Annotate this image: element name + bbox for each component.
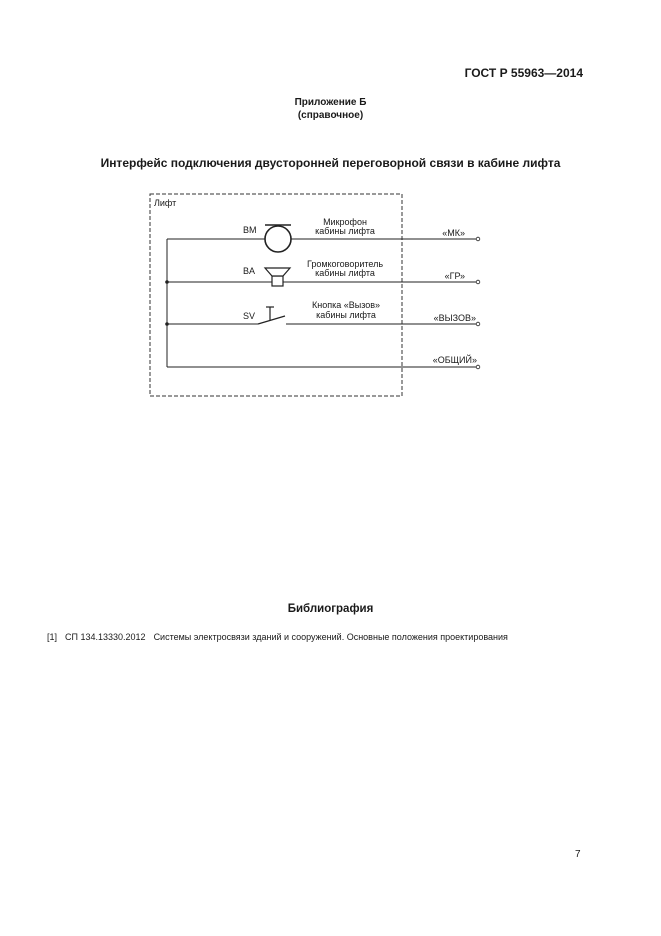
sv-name-line2: кабины лифта bbox=[316, 310, 376, 320]
entry-title: Системы электросвязи зданий и сооружений. Основные положения проектирования bbox=[153, 632, 508, 642]
figure-title: Интерфейс подключения двусторонней переговорной связи в кабине лифта bbox=[100, 156, 561, 170]
entry-number: [1] bbox=[47, 632, 58, 642]
bm-name-line2: кабины лифта bbox=[315, 226, 375, 236]
bibliography-heading: Библиография bbox=[287, 603, 374, 615]
sv-name-line1: Кнопка «Вызов» bbox=[311, 300, 381, 310]
ba-name-line1: Громкоговоритель bbox=[306, 259, 384, 269]
bm-code: BM bbox=[243, 225, 257, 235]
terminal-common: «ОБЩИЙ» bbox=[432, 355, 477, 365]
terminal-gr: «ГР» bbox=[444, 271, 465, 281]
terminal-mk: «МК» bbox=[442, 228, 465, 238]
terminal-call-point bbox=[476, 322, 480, 326]
entry-code: СП 134.13330.2012 bbox=[65, 632, 146, 642]
terminal-mk-point bbox=[476, 237, 480, 241]
ba-name-line2: кабины лифта bbox=[315, 268, 375, 278]
microphone-icon bbox=[265, 225, 291, 252]
sv-code: SV bbox=[243, 311, 256, 321]
bibliography-entry bbox=[47, 632, 516, 642]
terminal-gr-point bbox=[476, 280, 480, 284]
standard-number: ГОСТ Р 55963—2014 bbox=[464, 66, 583, 80]
ba-code: BA bbox=[243, 266, 256, 276]
push-button-icon bbox=[258, 307, 285, 324]
appendix-subtitle: (справочное) bbox=[297, 110, 364, 121]
loudspeaker-icon bbox=[265, 268, 290, 286]
frame-label: Лифт bbox=[154, 198, 177, 208]
terminal-call: «ВЫЗОВ» bbox=[433, 313, 476, 323]
terminal-common-point bbox=[476, 365, 480, 369]
bm-name-line1: Микрофон bbox=[323, 217, 367, 227]
appendix-title: Приложение Б bbox=[294, 97, 367, 108]
page-number: 7 bbox=[575, 849, 581, 860]
